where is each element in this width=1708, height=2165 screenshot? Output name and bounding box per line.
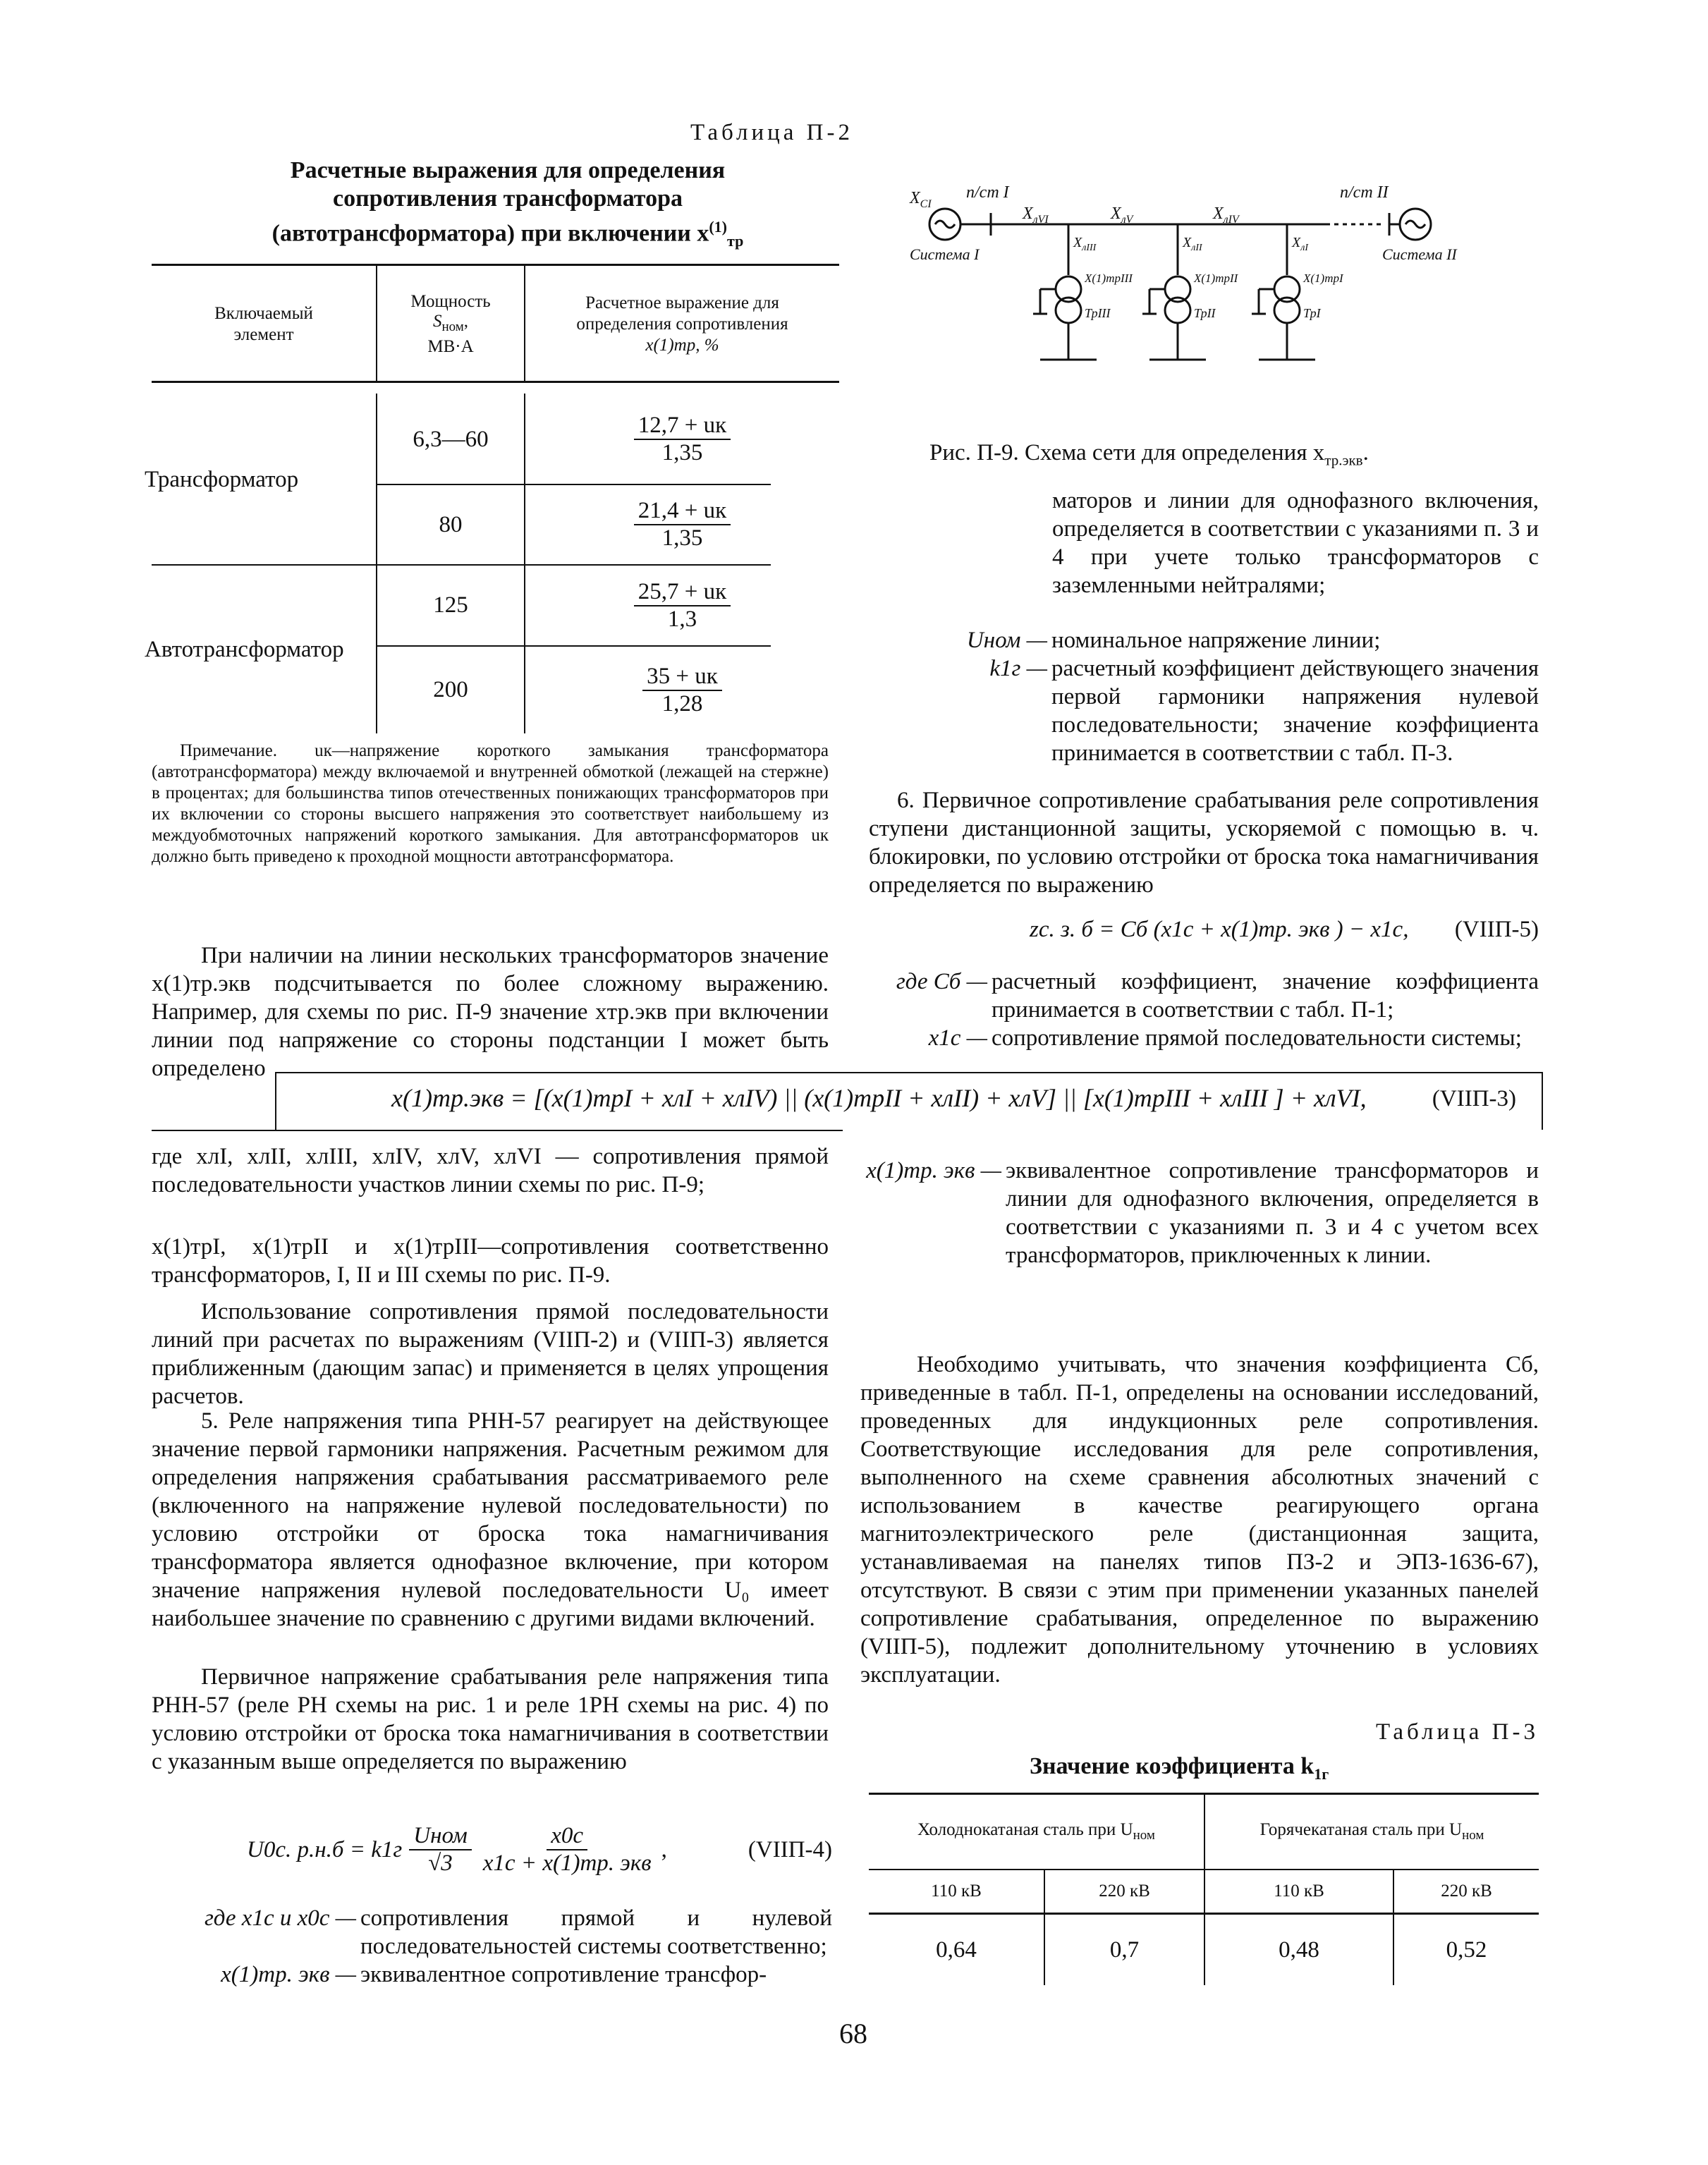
table-p3-value-2: 0,7 <box>1109 1937 1140 1963</box>
table-p3-subheader-4: 220 кВ <box>1441 1882 1492 1901</box>
left-where-1: где xлI, xлII, xлIII, xлIV, xлV, xлVI — сопротивления прямой последовательности участков линии схемы по рис. П-9; <box>152 1144 829 1197</box>
table-p2-title-line3: (автотрансформатора) при включении $x^{(1)}_{тр}$ <box>272 218 744 250</box>
where-x1c-row: x1с — сопротивление прямой последовательности системы; <box>928 1025 1522 1051</box>
table-p3-subheader-1: 110 кВ <box>931 1882 982 1901</box>
left-paragraph-3: 5. Реле напряжения типа РНН-57 реагирует на действующее значение первой гармоники напряжения. Расчетным режимом для определения напряжения срабатывания рассматриваемого реле (включенного на напряжение нулевой последовательности) по условию отстройки от броска тока намагничивания трансформатора является однофазное включение, при котором значение напряжения нулевой последовательности U₀ имеет наибольшее значение по сравнению с другими видами включений. <box>152 1408 829 1631</box>
table-p3-subheader-2: 220 кВ <box>1099 1882 1150 1901</box>
table-p3-group-hot: Горячекатаная сталь при $U_{ном}$ <box>1259 1820 1484 1843</box>
table-p3-value-1: 0,64 <box>936 1937 977 1963</box>
where-k-row: k1г — расчетный коэффициент действующего значения первой гармоники напряжения нулевой последовательности; значение коэффициента принимается в соответствии с табл. П-3. <box>989 656 1539 766</box>
table-p2-power-4: 200 <box>433 677 468 702</box>
label-tr3: ТрIII <box>1085 306 1111 320</box>
formula-viip-4-frac1: $\frac{\text{Uном}}{√3}$ <box>409 1823 472 1877</box>
table-p2-top-rule <box>152 264 839 266</box>
table-p2-element-autotransformer: Автотрансформатор <box>145 636 344 662</box>
formula-viip-4: U0с. р.н.б = k1г $\frac{\text{Uном}}{√3}$ $\frac{x0с}{\text{x1с + x(1)тр. экв}}$ , <box>247 1823 667 1876</box>
table-p3-value-4: 0,52 <box>1446 1937 1487 1963</box>
label-system1: Система I <box>910 245 980 263</box>
label-xtr1: X(1)трI <box>1303 272 1343 285</box>
formula-viip-3-number: (VIIП-3) <box>1432 1086 1516 1111</box>
label-xl1: $X_{лI}$ <box>1292 235 1308 253</box>
table-p2-note: Примечание. uк—напряжение короткого замыкания трансформатора (автотрансформатора) между включаемой и внутренней обмоткой (лежащей на стержне) в процентах; для большинства типов отечественных понижающих трансформаторов при их включении со стороны высшего напряжения это соответствует наибольшему из междуобмоточных напряжений короткого замыкания. Для автотрансформаторов uк должно быть приведено к проходной мощности автотрансформатора. <box>152 741 829 866</box>
table-p2-header-power: Мощность $S_{ном}$, МВ·А <box>410 292 491 356</box>
right-where-block-2 <box>860 968 1539 1052</box>
network-diagram <box>896 176 1516 374</box>
formula-viip-5: zс. з. б = Cб (x1с + x(1)тр. экв ) − x1с, <box>1030 917 1409 942</box>
table-p2-header-element: Включаемый элемент <box>214 304 313 344</box>
formula-viip-4-frac2: $\frac{x0с}{\text{x1с + x(1)тр. экв}}$ <box>482 1823 652 1876</box>
label-xl3: $X_{лIII}$ <box>1073 235 1097 253</box>
table-p2-header-expression: Расчетное выражение для определения сопротивления x(1)тр, % <box>576 293 788 355</box>
where-unom-row: Uном — номинальное напряжение линии; <box>966 628 1381 653</box>
table-p3-caption: Таблица П-3 <box>1376 1719 1539 1745</box>
formula-viip-3-right-bracket <box>1542 1073 1543 1130</box>
label-xl2: $X_{лII}$ <box>1183 235 1202 253</box>
label-system2: Система II <box>1382 245 1457 263</box>
table-p2-element-transformer: Трансформатор <box>145 466 299 492</box>
left-paragraph-2: Использование сопротивления прямой последовательности линий при расчетах по выражениям (VIIП-2) и (VIIП-3) является приближенным (дающим запас) и применяется в целях упрощения расчетов. <box>152 1299 829 1409</box>
table-p2-caption: Таблица П-2 <box>690 120 853 145</box>
table-p2-expr-3: $\frac{25,7 + uк}{1,3}$ <box>525 566 839 645</box>
label-tr1: ТрI <box>1303 306 1321 320</box>
right-where-block-1 <box>867 626 1539 767</box>
table-p3-title: Значение коэффициента $k_{1г}$ <box>1030 1753 1329 1783</box>
label-xl6: $X_{лVI}$ <box>1023 205 1049 226</box>
left-where-2: x(1)трI, x(1)трII и x(1)трIII—сопротивления соответственно трансформаторов, I, II и III схемы по рис. П-9. <box>152 1234 829 1288</box>
label-xtr3: X(1)трIII <box>1085 272 1133 285</box>
where-c-row: где Cб — расчетный коэффициент, значение коэффициента принимается в соответствии с табл. П-1; <box>896 969 1539 1023</box>
table-p2-power-1: 6,3—60 <box>413 426 489 452</box>
where-xtr-equiv-row: x(1)тр. экв — эквивалентное сопротивление трансформаторов и линии для однофазного включения, определяется в соответствии с указаниями п. 3 и 4 с учетом всех трансформаторов, приключенных к линии. <box>866 1158 1539 1268</box>
table-p3-subheader-3: 110 кВ <box>1274 1882 1324 1901</box>
left-paragraph-4: Первичное напряжение срабатывания реле напряжения типа РНН-57 (реле РН схемы на рис. 1 и реле 1РН схемы на рис. 4) по условию отстройки от броска тока намагничивания в соответствии с указанным выше определяется по выражению <box>152 1664 829 1774</box>
label-ps2: п/ст II <box>1340 183 1389 202</box>
table-p3-value-3: 0,48 <box>1279 1937 1319 1963</box>
label-tr2: ТрII <box>1194 306 1216 320</box>
right-paragraph-7: Необходимо учитывать, что значения коэффициента Cб, приведенные в табл. П-1, определены на основании исследований, проведенных для индукционных реле сопротивления. Соответствующие исследования для реле сопротивления, выполненного на схеме сравнения абсолютных значений с использованием в качестве реагирующего органа магнитоэлектрического реле (дистанционная защита, устанавливаемая на панелях типов ПЗ-2 и ЭПЗ-1636-67), отсутствуют. В связи с этим при применении указанных панелей сопротивление срабатывания, определенное по выражению (VIIП-5), подлежит дополнительному уточнению в условиях эксплуатации. <box>860 1352 1539 1688</box>
right-cont-paragraph: маторов и линии для однофазного включения, определяется в соответствии с указаниями п. 3 и 4 при учете только трансформаторов с заземленными нейтралями; <box>1052 488 1539 598</box>
where-x1c-x0c-row: где x1с и x0с — сопротивления прямой и нулевой последовательностей системы соответственно; <box>204 1905 832 1959</box>
formula-viip-4-lhs: U0с. р.н.б = k1г <box>247 1836 403 1862</box>
formula-viip-4-number: (VIIП-4) <box>748 1837 832 1862</box>
label-xl5: $X_{лV}$ <box>1111 205 1133 226</box>
table-p2-power-2: 80 <box>439 511 463 537</box>
formula-viip-3-bottom-rule <box>152 1130 843 1131</box>
table-p2-header-rule <box>152 381 839 383</box>
left-paragraph-1: При наличии на линии нескольких трансформаторов значение x(1)тр.экв подсчитывается по более сложному выражению. Например, для схемы по рис. П-9 значение xтр.экв при включении линии под напряжение со стороны подстанции I может быть определено <box>152 943 829 1081</box>
table-p2-expr-1: $\frac{12,7 + uк}{1,35}$ <box>525 395 839 484</box>
right-where-block-3 <box>860 1157 1539 1269</box>
where-xtr-row: x(1)тр. экв — эквивалентное сопротивление трансфор- <box>221 1962 767 1987</box>
right-paragraph-6: 6. Первичное сопротивление срабатывания реле сопротивления ступени дистанционной защиты, ускоряемой с помощью в. ч. блокировки, по условию отстройки от броска тока намагничивания определяется по выражению <box>869 788 1539 898</box>
left-where-block-3 <box>152 1904 832 1989</box>
page-number: 68 <box>839 2018 867 2049</box>
figure-caption: Рис. П-9. Схема сети для определения $x_{тр.экв}$. <box>929 440 1369 469</box>
table-p2-title <box>176 157 839 255</box>
table-p2-power-3: 125 <box>433 592 468 618</box>
table-p2-expr-4: $\frac{35 + uк}{1,28}$ <box>525 647 839 733</box>
formula-viip-3: x(1)тр.экв = [(x(1)трI + xлI + xлIV) || (x(1)трII + xлII) + xлV] || [x(1)трIII + xлIII ] + xлVI, <box>391 1084 1367 1112</box>
label-xtr2: X(1)трII <box>1194 272 1238 285</box>
table-p2-title-line2: сопротивления трансформатора <box>333 185 683 212</box>
label-xl4: $X_{лIV}$ <box>1213 205 1239 226</box>
table-p2-expr-2: $\frac{21,4 + uк}{1,35}$ <box>525 485 839 564</box>
table-p3-group-cold: Холоднокатаная сталь при $U_{ном}$ <box>917 1820 1155 1843</box>
label-xc1: $X_{CI}$ <box>910 189 932 210</box>
formula-viip-5-number: (VIIП-5) <box>1454 917 1539 942</box>
table-p2-title-line1: Расчетные выражения для определения <box>290 157 726 183</box>
label-ps1: п/ст I <box>966 183 1009 202</box>
